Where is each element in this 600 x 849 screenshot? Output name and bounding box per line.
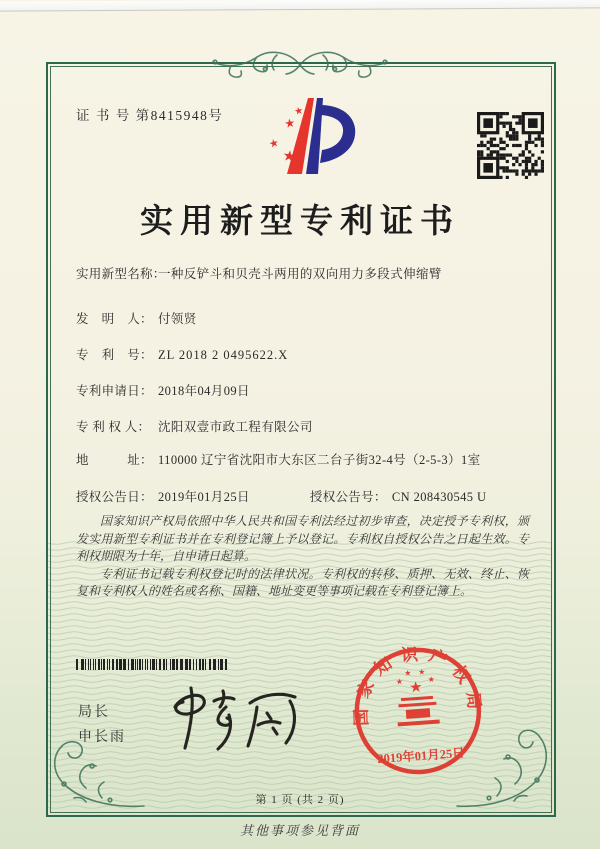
top-garland-ornament (205, 45, 395, 81)
svg-text:★: ★ (417, 667, 426, 677)
svg-text:★: ★ (267, 135, 281, 151)
svg-text:★: ★ (281, 146, 298, 166)
barcode-icon (76, 659, 228, 670)
field-label-patentee: 专 利 权 人： (76, 420, 151, 434)
field-row-patentee (76, 419, 313, 436)
field-label-grant-no: 授权公告号： (309, 490, 387, 504)
field-label-name: 实用新型名称： (76, 267, 166, 281)
field-value-name: 一种反铲斗和贝壳斗两用的双向用力多段式伸缩臂 (158, 267, 442, 281)
field-value-inventor: 付领贤 (158, 312, 197, 326)
field-label-grant-date: 授权公告日： (76, 490, 153, 504)
back-side-note: 其他事项参见背面 (239, 823, 360, 838)
svg-text:★: ★ (427, 674, 436, 685)
officer-name: 申长雨 (78, 730, 126, 745)
qr-code-icon (477, 112, 544, 179)
svg-text:★: ★ (296, 128, 310, 145)
field-row-grant (76, 489, 486, 506)
certificate-number: 证 书 号 第8415948号 (76, 108, 224, 123)
legal-text-block (76, 513, 529, 601)
svg-text:★: ★ (283, 115, 297, 131)
field-value-address: 110000 辽宁省沈阳市大东区二台子街32-4号（2-5-3）1室 (158, 453, 481, 467)
field-label-address: 地 址： (76, 453, 153, 467)
field-value-patentee: 沈阳双壹市政工程有限公司 (158, 420, 313, 434)
svg-text:★: ★ (403, 668, 412, 678)
svg-text:★: ★ (395, 676, 404, 687)
legal-paragraph-2: 专利证书记载专利权登记时的法律状况。专利权的转移、质押、无效、终止、恢复和专利权人的姓名或名称、国籍、地址变更等事项记载在专利登记簿上。 (76, 566, 529, 598)
field-label-patent-no: 专 利 号： (76, 348, 153, 362)
svg-text:★: ★ (293, 105, 305, 118)
field-row-inventor (76, 311, 197, 328)
national-emblem-icon (394, 667, 440, 727)
legal-paragraph-1: 国家知识产权局依照中华人民共和国专利法经过初步审查，决定授予专利权，颁发实用新型专利证书并在专利登记簿上予以登记。专利权自授权公告之日起生效。专利权期限为十年，自申请日起算。 (76, 514, 529, 563)
field-label-filing-date: 专利申请日： (76, 384, 153, 398)
field-row-utility-name (76, 266, 442, 283)
field-label-inventor: 发 明 人： (76, 312, 153, 326)
certificate-title: 实用新型专利证书 (140, 204, 460, 240)
page-indicator: 第 1 页 (共 2 页) (255, 794, 345, 806)
field-value-filing-date: 2018年04月09日 (158, 384, 250, 398)
field-row-patent-no (76, 347, 288, 364)
seal-date: 2019年01月25日 (376, 745, 466, 766)
cnipa-patent-logo-icon (262, 95, 358, 182)
field-value-grant-date: 2019年01月25日 (158, 490, 250, 504)
field-value-patent-no: ZL 2018 2 0495622.X (158, 348, 289, 362)
signature-icon (160, 680, 312, 760)
field-row-address (76, 452, 510, 469)
svg-text:★: ★ (408, 677, 424, 697)
officer-title: 局长 (78, 705, 110, 720)
field-value-grant-no: CN 208430545 U (391, 490, 487, 504)
seal-arc-text: 国家知识产权局 (351, 644, 485, 727)
field-row-filing-date (76, 383, 250, 400)
